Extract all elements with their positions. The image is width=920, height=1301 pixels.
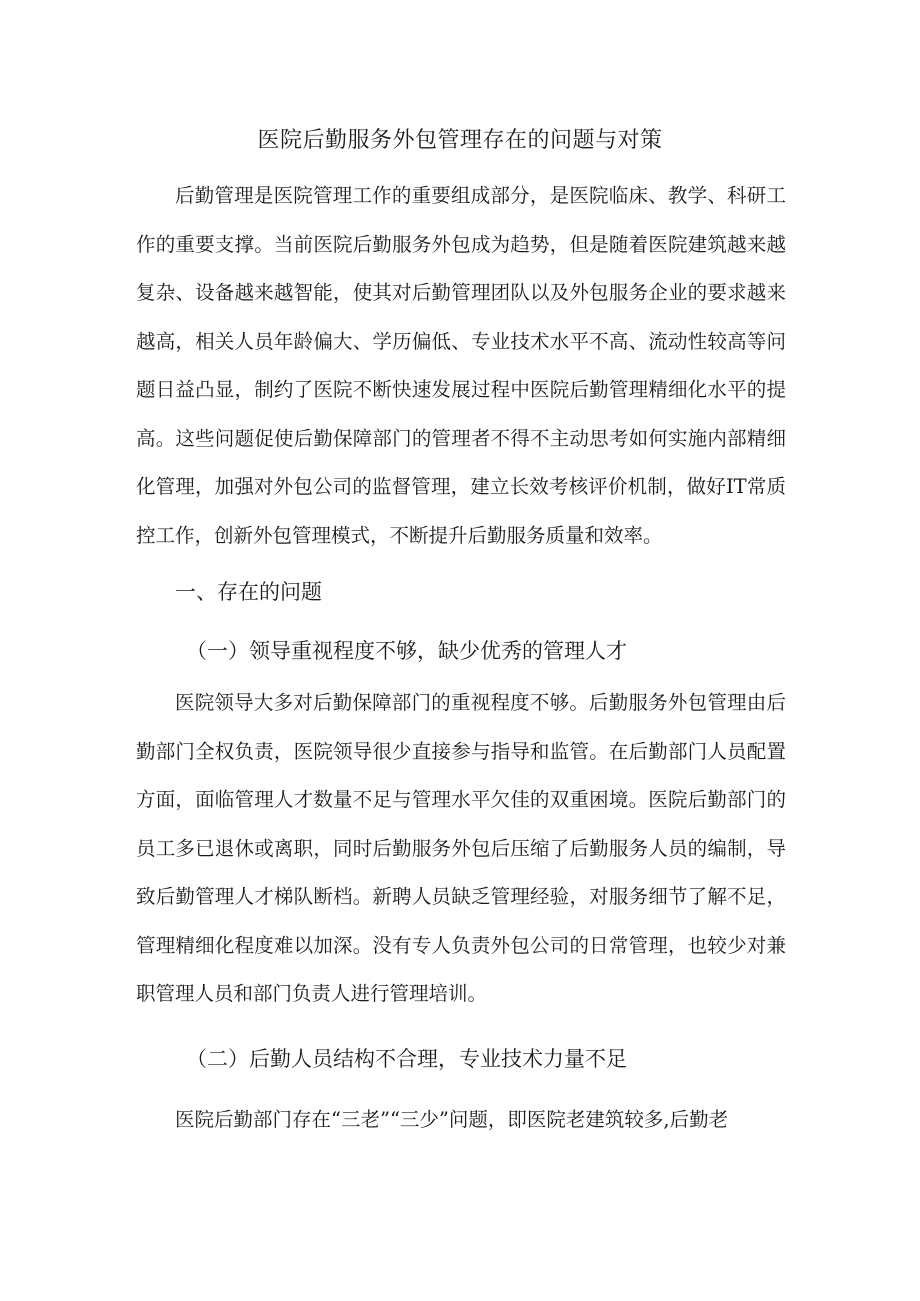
subsection-heading-1: （一）领导重视程度不够，缺少优秀的管理人才 (186, 639, 627, 663)
document-title: 医院后勤服务外包管理存在的问题与对策 (257, 128, 663, 153)
intro-paragraph: 后勤管理是医院管理工作的重要组成部分，是医院临床、教学、科研工作的重要支撑。当前医院后勤服务外包成为趋势，但是随着医院建筑越来越复杂、设备越来越智能，使其对后勤管理团队以及外包服务企业的要求越来越高，相关人员年龄偏大、学历偏低、专业技术水平不高、流动性较高等问题日益凸显，制约了医院不断快速发展过程中医院后勤管理精细化水平的提高。这些问题促使后勤保障部门的管理者不得不主动思考如何实施内部精细化管理，加强对外包公司的监督管理，建立长效考核评价机制，做好IT常质控工作，创新外包管理模式，不断提升后勤服务质量和效率。 (136, 184, 786, 547)
subsection-2-paragraph: 医院后勤部门存在“三老”“三少”问题，即医院老建筑较多,后勤老 (175, 1108, 729, 1131)
subsection-heading-2: （二）后勤人员结构不合理，专业技术力量不足 (186, 1047, 627, 1071)
section-heading-problems: 一、存在的问题 (175, 580, 322, 604)
subsection-1-paragraph: 医院领导大多对后勤保障部门的重视程度不够。后勤服务外包管理由后勤部门全权负责，医院领导很少直接参与指导和监管。在后勤部门人员配置方面，面临管理人才数量不足与管理水平欠佳的双重困境。医院后勤部门的员工多已退休或离职，同时后勤服务外包后压缩了后勤服务人员的编制，导致后勤管理人才梯队断档。新聘人员缺乏管理经验，对服务细节了解不足，管理精细化程度难以加深。没有专人负责外包公司的日常管理，也较少对兼职管理人员和部门负责人进行管理培训。 (136, 691, 786, 1005)
